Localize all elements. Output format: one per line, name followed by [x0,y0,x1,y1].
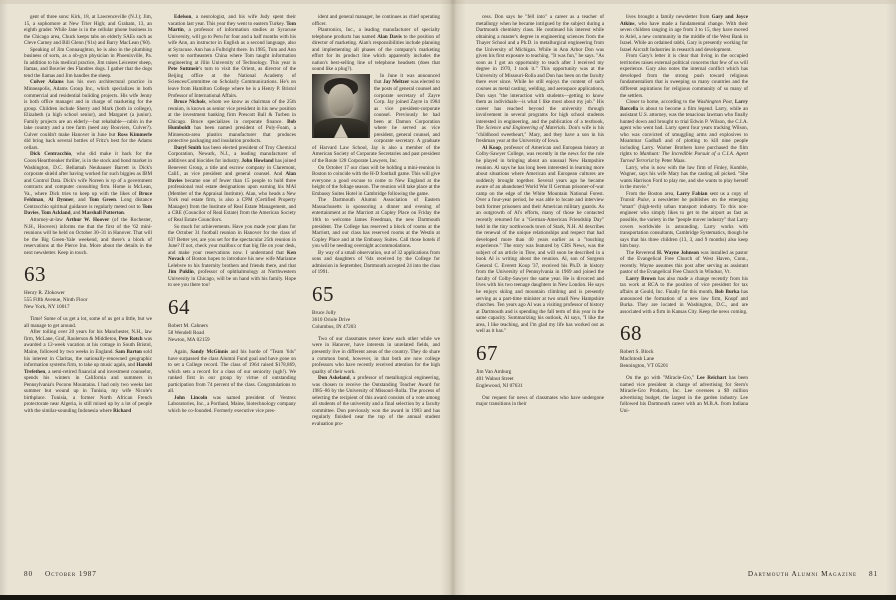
column-1-body-after: Time! Some of us get a lot, some of us get a little, but we all manage to get around. After toiling over 20 years for his Manchester, N.H., law firm, McLane, Graf, Raulerson & Middleton, Pete Rotch was awarded a 12-week vacation at his cottage in South Bristol, Maine, followed by two weeks in England. Sam Barton sold his interest in Claritas, the nationally-renowned geographic information systems firm, to take up music again, and Harold Trefethen, a semi-retired financial and investment counselor, spends his winters in California and summers in Pennsylvania's Pocono Mountains. I had only two weeks last summer but wound up in Tunisia, my wife Nicole's birthplace. Tunisia, a former North African French protectorate near Algeria, is still mixed up by a lot of people with the similar-sounding Indonesia where Richard [24,316,152,414]
folio-left [24,570,97,578]
folio-left-issue: October 1987 [45,570,97,578]
column-4-body-after: Our request for news of classmates who have undergone major transitions in their [476,394,604,408]
class-year-63: 63 [24,262,46,287]
photo-face [328,84,354,116]
class-68-secretary: Robert S. Block MacIntosh Lane Bennington, VT 05201 [620,349,669,370]
folio-left-page-number: 80 [24,570,33,578]
column-1-body: gent of three sons: Kirk, 18, at Lawrenceville (N.J.); Jim, 15, a sophomore at New Trier High; and Graham, 13, an eighth grader. While Jane is in the cellular phone business in the Chicago area, Chuck keeps tabs on elderly SAEs such as Cleve Carney and Bill Glenn ('61s) and Barry MacLean ('60). Speaking of Jim Connaughton, he is also in the plumbing business of sorts, as a ob-gyn physician in Phoenixville, Pa. In addition to his medical practice, Jim raises Leicester sheep, llamas, and Bouvier des Flandres dogs. I gather that the dogs tend the llamas and Jim handles the sheep. Culver Adams has his own architectural practice in Minneapolis, Adams Group Inc., which specializes in both commercial and residential building projects. His wife Jenny is both office manager and in charge of marketing for the group. Children include Sherry and Mark (both in college), Elizabeth (a high school senior), and Margaret (a junior). Family projects are an elderly—but rehabable—cabin in the lake country and a tree farm (need any Bouviers, Culver?). Culver couldn't make Hanover in June but Ross Kimmerle did bring back several bottles of Fritz's best for the Adams cellars. Dick Centracchio, who did make it back for the Coors/Heartbreaker thriller, is in the stock and bond market in Washington, D.C. Bellamah Neuhauser Barrett is Dick's corporate shield after having worked for such biggies as IBM and Control Data. Dick's wife Noreen is vp of a government contracts and computer consulting firm. Home is McLean, Va., where Dick tries to keep up with the likes of Bruce Feldman, Al Dynner, and Tom Green. Long distance Centracchio spiritual guidance is regularly meted out to Tom Davies, Tom Ackland, and Marshall Potterton. Attorney-at-law Arthur W. Hoover (of the Rochester, N.H., Hoovers) informs me that the first of the '62 mini-reunions will be held on October 30–31 in Hanover. That will be the Big Green-Yale weekend, and there's a block of reservations at the Pierce Inn. More about the details in the next newsletter. Keep in touch. [24,14,153,256]
class-67-secretary: Jim Van Amburg 401 Walnut Street Englewood, NJ 07631 [476,368,523,389]
folio-right-publication: Dartmouth Alumni Magazine [747,570,857,578]
class-year-68: 68 [620,321,642,346]
column-3-body-after: Two of our classmates never knew each other while we were in Hanover, have interests in unrelated fields, and presently live in different areas of the country. They do share a common bond, however, in that both are now college professors who have recently received attention for the high quality of their work. Don Askeland, a professor of metallurgical engineering, was chosen to receive the Outstanding Teacher Award for 1985–86 by the University of Missouri-Rolla. The process of selecting the recipient of this award consists of a vote among all students of the university and a final selection by a faculty committee. Don previously won the award in 1983 and has regularly finished near the top of the annual student evaluation pro- [312,335,440,427]
text-column-3 [312,14,440,544]
column-2-body: Edelson, a neurologist, and his wife Judy spent their vacation last year. This year they went to eastern Turkey. Tom Martin, a professor of information studies at Syracuse University, will go to Peru for four and a half months with his wife Ann, an instructor in English as a second language, also at Syracuse. Ann has a Fulbright there. In 1985, Tom and Ann went to northeastern China where Tom taught information engineering at Jilin University of Technology. This year is Pete Suttmeir's turn to visit the Orient, as director of the Beijing office at the National Academy of Sciences/Committee on Scholarly Communications. He's on leave from Hamilton College where he is a Henry P. Bristol Professor of International Affairs. Bruce Nichols, whom we know as chairman of the 25th reunion, is known as senior vice president in his new position at the investment banking firm Prescott Ball & Turben in Chicago. Bruce specializes in corporate finance. Bob Humboldt has been named president of Poly-Foam, a Minnesota-area plastics manufacturer that produces protective packaging and insulation products. Daryl Smith has been elected president of Troy Chemical Corporation, Newark, N.J., a leading manufacturer of additives and biocides for industry. John Howland has joined Benevest Group, a title and escrow company in Claremont, Calif., as vice president and general counsel. And Alan Davies became one of fewer than 15 people to hold three professional real estate designations upon earning his MAI (Member of the Appraisal Institute). Alan, who heads a New York real estate firm, is also a CPM (Certified Property Manager) from the Institute of Real Estate Management, and a CRE (Councilor of Real Estate) from the American Society of Real Estate Councilors. So much for achievements. Have you made your plans for the October 31 football reunion in Hanover for the class of 63? Better yet, are you set for the spectacular 25th reunion in June? If not, check your mailbox or that big file on your desk, and make your reservations now. I understand that Ken Novack of Boston hopes to introduce his new wife Marianne Lelebvre to his fraternity brothers and friends there, and that Jim Puklin, professor of ophthalmology at Northwestern University in Chicago, will be on hand with his family. Hope to see you there too! [168,14,297,289]
folio-right [748,570,878,578]
text-column-4 [476,14,604,544]
column-5-body: lives brought a family newsletter from Gary and Joyce Atkins, who have made a fundamental change. With their seven children ranging in age from 3 to 15, they have moved to Ariel, a new community in the middle of the West Bank in Israel. While an ordained rabbi, Gary is presently working for Israel Aircraft Industries in research and development. From Gary's letter it is clear that living in the occupied territories raises external political concerns that few of us will experience. Gary also notes the internal conflict which has developed from the strong push toward religious fundamentalism that is sweeping so many countries and the different aspirations for religious community of so many of the settlers. Closer to home, according to the Washington Post, Larry Barcella is about to become a film legend. Larry, while an assistant U.S. attorney, was the tenacious lawman who finally hunted down and brought to trial Edwin P. Wilson, the C.I.A. agent who went bad. Larry spent four years tracking Wilson, who was convicted of smuggling arms and explosives to Moammar Gadhafi and of plotting to kill nine people including Larry. Warner Brothers have purchased the film rights to Manhunt: The Incredible Pursuit of a C.I.A. Agent Turned Terrorist by Peter Maas. Larry, who is now with the law firm of Finley, Kumble, Wagner, says his wife Mary has the casting all picked. "She wants Harrison Ford to play me, and she wants to play herself in the movie." From the Boston area, Larry Fabian sent us a copy of Transit Pulse, a newsletter he publishes on the emerging "smart" (high-tech) urban transport industry. To this non-engineer who simply likes to get to the airport as fast as possible, the variety in the "people mover industry" that Larry covers worldwide is astounding. Larry works with transportation consultants, Cambridge Systematics, though he says that his three children (13, 3, and 9 months) also keep him busy. The Reverend H. Wayne Johnson was installed as pastor of the Evangelical Free Church of West Haven, Conn., recently. Wayne assumes this post after serving as assistant pastor of the Evangelical Free Church in Windsor, Vt. Larry Brown has also made a change recently from his tax work at RCA to the position of vice president for tax affairs at Gould, Inc. Finally for this month, Bob Burka has announced the formation of a new law firm, Knopf and Burka. They are located in Washington, D.C., and are associated with a firm in Kansas City. Keep the news coming. [620,14,749,315]
scan-bottom-edge [0,595,896,600]
class-64-secretary: Robert M. Cahners 58 Wendell Road Newton, MA 02159 [168,322,210,343]
column-2-body-after: Again, Sandy McGinnis and his horde of "Team '64s" have surpassed the class Alumni Fund goal and have gone on to set a College record. The class of 1964 raised $178,869, which sets a record for a class of our seniority (ugh!). We ranked first in our group by virtue of outstanding participation from 74 percent of the class. Congratulations to all. John Lincoln was named president of Ventrex Laboratories, Inc., a Portland, Maine, biotechnology company which he co-founded. Formerly executive vice pres- [168,348,297,414]
text-column-1 [24,14,152,544]
class-year-67: 67 [476,340,498,365]
column-3-body-part1: ident and general manager, he continues as chief operating officer. [312,14,440,27]
right-page [452,0,896,600]
class-65-secretary: Bruce Jolly 3610 Oriole Drive Columbus, IN 47203 [312,309,357,330]
class-year-65: 65 [312,281,334,306]
column-3-body-part2: Plantronics, Inc., a leading manufacturer of specialty telephone products has named Alan Davis to the position of director of marketing. Alan's responsibilities include planning and implementing all phases of the company's marketing effort for its product line which apparently includes the nation's best-selling line of telephone headsets (does that sound like a plug?). [312,27,440,73]
column-3-body-rest: In June it was announced that Jay Meltzer was elected to the posts of general counsel and corporate secretary of Zayre Corp. Jay joined Zayre in 1984 as vice president-corporate counsel. Previously he had been at Damon Corporation where he served as vice president, general counsel, and corporate secretary. A graduate of Harvard Law School, Jay is also a member of the American Society of Corporate Secretaries and past president of the Route 128 Corporate Lawyers, Inc. On October 17 our class will be holding a mini-reunion in Boston to coincide with the H-D football game. This will give everyone a good excuse to come to New England at the height of the foliage season. The reunion will take place at the Embassy Suites Hotel in Cambridge following the game. The Dartmouth Alumni Association of Eastern Massachusetts is sponsoring a dinner and evening of entertainment at the Marriott at Copley Place on Friday the 16th to welcome James Freedman, the new Dartmouth president. The College has reserved a block of rooms at the Marriott, and our class has reserved rooms at the Westin at Copley Place and at the Embassy Suites. Call those hotels if you will be needing overnight accommodations. By way of a small observation, out of 32 applications from sons and daughters of '64s received by the College for admission in September, Dartmouth accepted 24 into the class of 1991. [312,72,440,276]
folio-right-page-number: 81 [869,570,878,578]
class-year-64: 64 [168,294,190,319]
column-5-body-after: On the go with "Miracle-Gro," Lee Reichart has been named vice president in charge of advertising for Stern's Miracle-Gro Products, Inc. Lee oversees a $9 million advertising budget, the largest in the garden industry. Lee followed his Dartmouth career with an M.B.A. from Indiana Uni- [620,375,748,414]
column-4-body: cess. Don says he "fell into" a career as a teacher of metallurgy when he became intrigued by the subject during a Dartmouth chemistry class. He continued his interest while obtaining a master's degree in engineering sciences from the Thayer School and a Ph.D. in metallurgical engineering from the University of Michigan. While in Ann Arbor Don was given his first exposure to teaching. "It was fun," he says. "As soon as I got an opportunity to teach after I received my degree in 1970, I took it." This opportunity was at the University of Missouri-Rolla and Don has been on the faculty there ever since. While he still enjoys the content of such courses as metal casting, welding, and aerospace applications, Don says "the interaction with students—getting to know them as individuals—is what I like most about my job." His career has reached beyond the university through involvement in several programs for high school students interested in engineering, and the publication of a textbook, The Science and Engineering of Materials. Don's wife is his "childhood sweetheart," Mary, and they have a son in his freshman year at the University of Iowa. Al Koop, professor of American and European history at Colby-Sawyer College, was recently in the news for the role he played in bringing about an unusual New Hampshire reunion. Al says he has long been interested in learning more about situations where American and European cultures are suddenly brought together. Several years ago he became aware of an abandoned World War II German prisoner-of-war camp on the edge of the White Mountain National Forest. Over a four-year period, he was able to locate and interview both former prisoners and their American military guards. As an outgrowth of Al's efforts, many of those he contacted recently returned for a "German-American Friendship Day" held in the tiny northwoods town of Stark, N.H. Al describes the renewal of the unique relationships and respect that had developed more than 40 years earlier as a "touching experience." The story was featured by CBS News, was the subject of an article in Time, and will soon be described in a book Al is writing about the reunion. Al, son of Surgeon General C. Everett Koop '37, received his Ph.D. in history from the University of Pennsylvania in 1969 and joined the faculty of Colby-Sawyer the same year. He is divorced and lives with his two teenage daughters in New London. He says he enjoys skiing and mountain climbing and is presently serving as a part-time minister at two small New Hampshire churches. Ten years ago Al was a visiting professor of history at Dartmouth and is spending the fall term of this year in the same capacity. Summarizing his outlook, Al says, "I like the area, I like teaching, and I'm glad my life has worked out as well as it has." [476,14,605,335]
text-column-2 [168,14,296,544]
portrait-photo-jay-meltzer [312,74,370,138]
text-column-5 [620,14,748,544]
class-63-secretary: Henry R. Zlokower 555 Fifth Avenue, Ninth Floor New York, NY 10017 [24,290,88,311]
